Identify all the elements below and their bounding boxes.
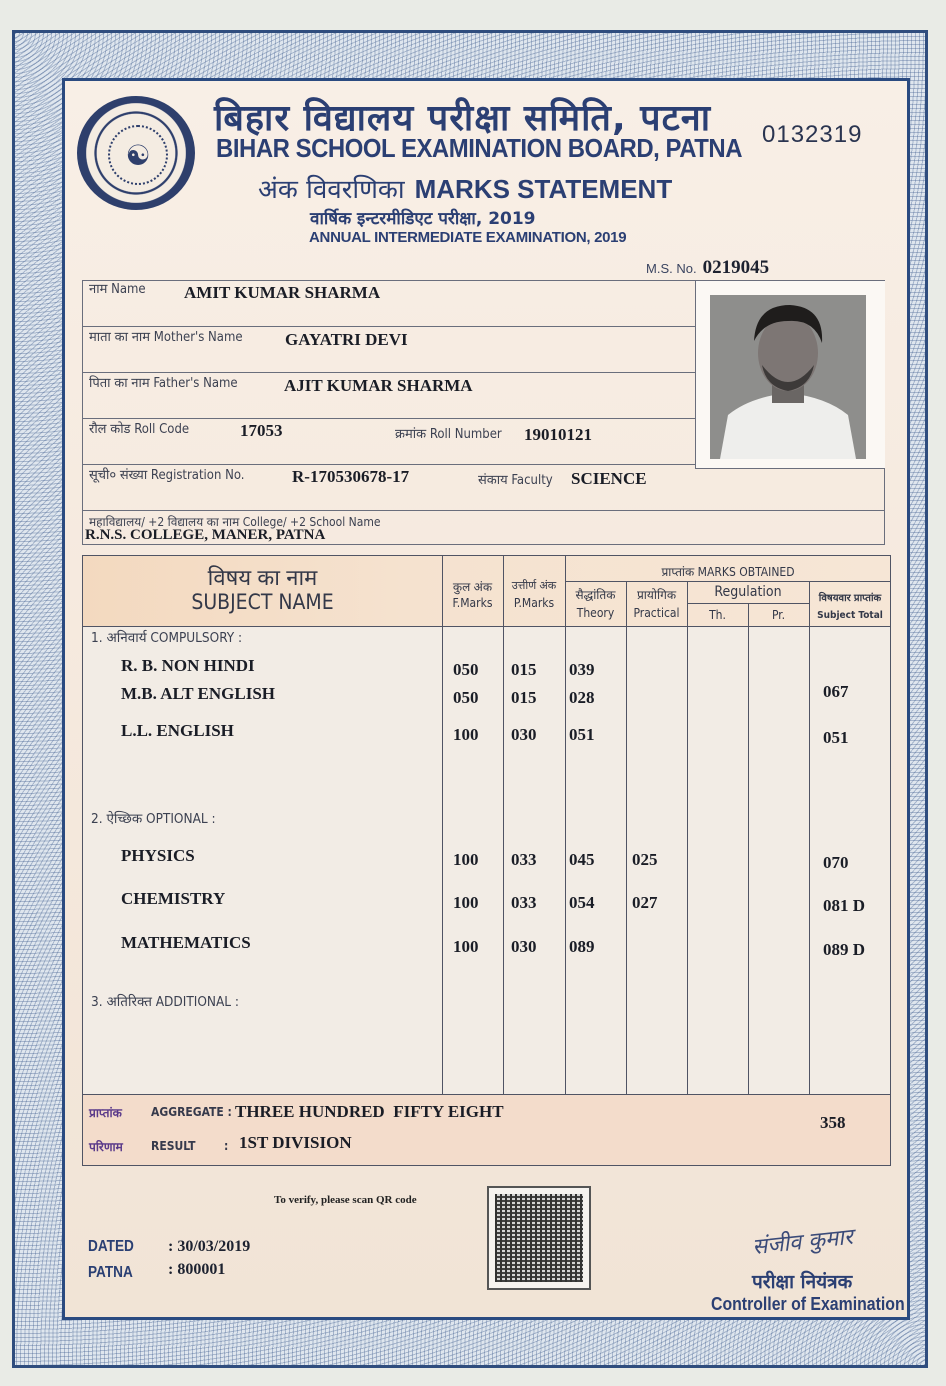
photo-frame	[695, 281, 885, 469]
theory-header-hindi: सैद्धांतिक	[575, 588, 616, 602]
name-row	[83, 281, 695, 327]
subject-header-hindi: विषय का नाम	[207, 566, 318, 591]
student-photo-image	[710, 295, 866, 459]
place-label: PATNA	[88, 1264, 133, 1281]
fmarks-header-english: F.Marks	[452, 596, 493, 610]
result-value: 1ST DIVISION	[239, 1133, 352, 1152]
column-divider	[626, 582, 627, 1094]
father-name: AJIT KUMAR SHARMA	[284, 376, 473, 395]
document-title-english: MARKS STATEMENT	[414, 174, 673, 204]
subject-name: M.B. ALT ENGLISH	[121, 684, 276, 703]
marks-table	[82, 555, 891, 1095]
dated-value: : 30/03/2019	[168, 1238, 251, 1255]
student-name: AMIT KUMAR SHARMA	[184, 283, 381, 302]
exam-name-hindi: वार्षिक इन्टरमीडिएट परीक्षा, 2019	[310, 209, 536, 229]
cell-total: 081 D	[823, 896, 866, 915]
roll-number-label: क्रमांक Roll Number	[395, 427, 502, 442]
controller-title-english: Controller of Examination	[711, 1294, 905, 1314]
theory-header-english: Theory	[576, 606, 615, 620]
subject-total-header-english: Subject Total	[817, 610, 883, 621]
cell-pmarks: 033	[511, 850, 537, 869]
qr-code[interactable]	[487, 1186, 591, 1290]
cell-theory: 039	[569, 660, 595, 679]
marks-obtained-header: प्राप्तांक MARKS OBTAINED	[661, 565, 795, 579]
practical-header-english: Practical	[633, 606, 680, 620]
section-optional: 2. ऐच्छिक OPTIONAL :	[91, 811, 216, 827]
ms-number-value: 0219045	[702, 257, 770, 278]
cell-pmarks: 030	[511, 937, 537, 956]
aggregate-label-hindi: प्राप्तांक	[89, 1106, 122, 1120]
ms-number	[646, 257, 769, 279]
registration-label: सूची० संख्या Registration No.	[89, 468, 245, 483]
subject-header-english: SUBJECT NAME	[191, 590, 334, 614]
cell-pmarks: 030	[511, 725, 537, 744]
controller-title-hindi: परीक्षा नियंत्रक	[752, 1271, 853, 1293]
controller-signature: संजीव कुमार	[751, 1224, 855, 1261]
ms-number-label: M.S. No.	[646, 261, 697, 276]
aggregate-label-english: AGGREGATE :	[151, 1105, 232, 1119]
college-name: R.N.S. COLLEGE, MANER, PATNA	[85, 527, 326, 543]
cell-pmarks: 015	[511, 688, 537, 707]
roll-code: 17053	[240, 421, 283, 440]
college-row	[83, 511, 884, 545]
subject-name: PHYSICS	[121, 846, 195, 865]
regulation-practical-header: Pr.	[771, 608, 786, 622]
cell-total: 070	[823, 853, 849, 872]
subject-name: MATHEMATICS	[121, 933, 251, 952]
board-name-hindi: बिहार विद्यालय परीक्षा समिति, पटना	[214, 98, 712, 139]
column-divider	[809, 582, 810, 1094]
board-seal-logo	[77, 96, 195, 210]
roll-code-label: रौल कोड Roll Code	[89, 422, 190, 437]
cell-theory: 054	[569, 893, 595, 912]
name-label: नाम Name	[89, 282, 146, 297]
subject-name: CHEMISTRY	[121, 889, 226, 908]
roll-row	[83, 419, 695, 465]
cell-theory: 045	[569, 850, 595, 869]
practical-header-hindi: प्रायोगिक	[636, 588, 677, 602]
cell-theory: 089	[569, 937, 595, 956]
verify-instruction: To verify, please scan QR code	[274, 1194, 417, 1206]
section-additional: 3. अतिरिक्त ADDITIONAL :	[91, 994, 239, 1010]
faculty-label: संकाय Faculty	[478, 473, 553, 488]
cell-fmarks: 050	[453, 688, 479, 707]
qr-code-pattern	[495, 1194, 583, 1282]
aggregate-total: 358	[820, 1113, 846, 1132]
cell-total: 051	[823, 728, 849, 747]
aggregate-words: THREE HUNDRED FIFTY EIGHT	[235, 1102, 504, 1121]
regulation-header: Regulation	[714, 584, 782, 600]
document-title-hindi: अंक विवरणिका	[258, 175, 405, 205]
row-divider	[565, 581, 891, 582]
result-separator: :	[224, 1139, 229, 1153]
board-name-english: BIHAR SCHOOL EXAMINATION BOARD, PATNA	[216, 133, 743, 163]
dated-label: DATED	[88, 1238, 134, 1255]
mother-name: GAYATRI DEVI	[285, 330, 408, 349]
cell-fmarks: 100	[453, 725, 479, 744]
mother-label: माता का नाम Mother's Name	[89, 330, 243, 345]
student-photo	[710, 295, 866, 459]
subject-name: L.L. ENGLISH	[121, 721, 234, 740]
pmarks-header-hindi: उत्तीर्ण अंक	[511, 579, 557, 592]
exam-name-english: ANNUAL INTERMEDIATE EXAMINATION, 2019	[309, 229, 627, 246]
roll-number: 19010121	[524, 425, 592, 444]
row-divider	[687, 603, 809, 604]
cell-fmarks: 100	[453, 850, 479, 869]
cell-theory: 028	[569, 688, 595, 707]
column-divider	[503, 556, 504, 1094]
registration-row	[83, 465, 884, 511]
cell-fmarks: 100	[453, 937, 479, 956]
father-row	[83, 373, 695, 419]
column-divider	[565, 556, 566, 1094]
cell-theory: 051	[569, 725, 595, 744]
column-divider	[442, 556, 443, 1094]
serial-number: 0132319	[762, 121, 863, 148]
cell-fmarks: 100	[453, 893, 479, 912]
document-title	[258, 170, 672, 206]
aggregate-box	[82, 1094, 891, 1166]
seal-figure-icon: ☯	[108, 125, 168, 185]
result-label-hindi: परिणाम	[89, 1140, 123, 1154]
cell-pmarks: 015	[511, 660, 537, 679]
student-info-box	[82, 280, 885, 545]
cell-practical: 025	[632, 850, 658, 869]
registration-number: R-170530678-17	[292, 467, 410, 486]
column-divider	[748, 604, 749, 1094]
cell-total: 089 D	[823, 940, 866, 959]
cell-pmarks: 033	[511, 893, 537, 912]
college-label: महाविद्यालय/ +2 विद्यालय का नाम College/ +2 School Name	[89, 515, 381, 529]
cell-total: 067	[823, 682, 849, 701]
cell-fmarks: 050	[453, 660, 479, 679]
cell-practical: 027	[632, 893, 658, 912]
section-compulsory: 1. अनिवार्य COMPULSORY :	[91, 630, 243, 646]
fmarks-header-hindi: कुल अंक	[452, 580, 493, 594]
subject-name: R. B. NON HINDI	[121, 656, 255, 675]
mother-row	[83, 327, 695, 373]
place-code: : 800001	[168, 1261, 226, 1278]
pmarks-header-english: P.Marks	[513, 596, 555, 610]
father-label: पिता का नाम Father's Name	[89, 376, 238, 391]
result-label-english: RESULT	[151, 1139, 196, 1153]
subject-total-header-hindi: विषयवार प्राप्तांक	[818, 593, 882, 604]
faculty-value: SCIENCE	[571, 469, 647, 488]
column-divider	[687, 582, 688, 1094]
regulation-theory-header: Th.	[709, 608, 726, 622]
